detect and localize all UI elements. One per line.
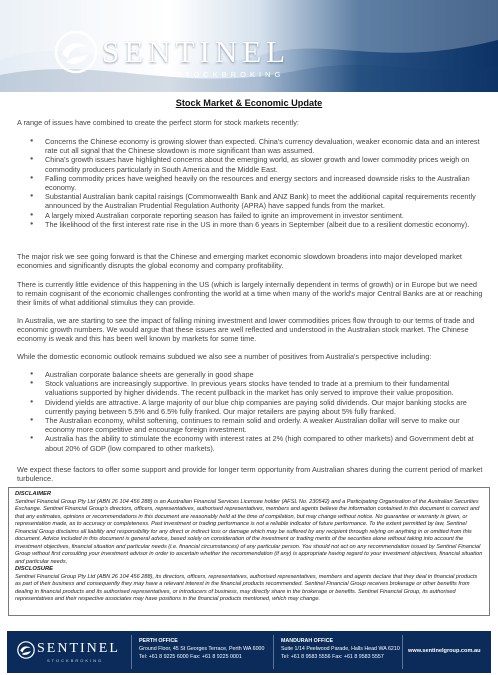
mandurah-office	[281, 637, 400, 661]
divider	[402, 635, 403, 669]
footer-brand-tagline: STOCKBROKING	[47, 658, 104, 663]
list-item: ● Australia has the ability to stimulate the economy with interest rates at 2% (high compared to other markets) and Government debt at about 20% of GDP (low compared to other markets).	[30, 434, 482, 452]
disclosure-text: Sentinel Financial Group Pty Ltd (ABN 26 104 456 288), its directors, officers, representatives, authorised representatives, members and agents declare that they deal in financial products as part of their business and consequently they may have a relevant interest in the financial products recommended. Sentinel Financial Group receives brokerage or other benefits from dealing in financial products and its authorised representatives, or introducers of business, may directly share in the brokerage or benefits. Sentinel Financial Group, its authorised representatives and their respective associates may have positions in the financial products mentioned, which may change.	[15, 573, 478, 602]
list-item: ● The Australian economy, whilst softening, continues to remain solid and orderly. A weaker Australian dollar will serve to make our economy more competitive and encourage foreign investment.	[30, 416, 482, 434]
divider	[273, 635, 274, 669]
mandurah-office-phone: Tel: +61 8 9583 5556 Fax: +61 8 9583 5557	[281, 654, 384, 660]
brand-name: SENTINEL	[102, 34, 291, 69]
paragraph: While the domestic economic outlook remains subdued we also see a number of positives from Australia's perspective including:	[17, 352, 432, 361]
perth-office-heading: PERTH OFFICE	[139, 638, 178, 644]
list-item: ● China's growth issues have highlighted concerns about the emerging world, as slower growth and lower commodity prices weigh on commodity producers particularly in South America and the Middle East.	[30, 155, 482, 173]
list-item: ● A largely mixed Australian corporate reporting season has failed to ignite an improvement in investor sentiment.	[30, 211, 482, 220]
perth-office-address: Ground Floor, 45 St Georges Terrace, Perth WA 6000	[139, 646, 265, 652]
disclosure-heading: DISCLOSURE	[15, 566, 54, 572]
closing-paragraph: We expect these factors to offer some support and provide for longer term opportunity from Australian shares during the current period of market turbulence.	[17, 465, 483, 484]
website-link[interactable]: www.sentinelgroup.com.au	[408, 648, 481, 654]
intro-text: A range of issues have combined to create the perfect storm for stock markets recently:	[17, 118, 299, 127]
perth-office-phone: Tel: +61 8 9225 6000 Fax: +61 8 9225 0001	[139, 654, 242, 660]
list-item: ● Substantial Australian bank capital raisings (Commonwealth Bank and ANZ Bank) to meet the additional capital requirements recently announced by the Australian Prudential Regulation Authority (APRA) have sapped funds from the market.	[30, 192, 482, 210]
paragraph: There is currently little evidence of this happening in the US (which is largely internally dependent in terms of growth) or in Europe but we need to remain cognisant of the economic challenges confronting the world at a time when many of the world's major Central Banks are at or reaching their limits of what additional stimulus they can provide.	[17, 280, 483, 308]
disclaimer-text: Sentinel Financial Group Pty Ltd (ABN 26 104 456 288) is an Australian Financial Services Licensee holder (AFSL No. 230542) and a Participating Organisation of the Australian Securities Exchange. Sentinel Financial Group's directors, officers, representatives, authorised representatives, members and agents believe the information contained in this document is correct and that any estimates, opinions or recommendations in this document are reasonably held at the time of compilation, but may change without notice. No guarantee or warranty is given, or representation made, as to accuracy or completeness. Past investment or trading performance is not a reliable indicator of future performance. To the extent permitted by law, Sentinel Financial Group disclaims all liability and responsibility for any direct or indirect loss or damage which may be suffered by any recipient through relying on anything in or omitted from this document. Advice included in this document is general advice, based solely on consideration of the investment or trading merits of the securities alone without taking into account the investment objectives, financial situation and particular needs (i.e. financial circumstances) of any particular person. You should not act on any recommendation issued by Sentinel Financial Group without first consulting your investment advisor in order to ascertain whether the recommendation (if any) is appropriate having regard to your investment objectives, financial situation and particular needs.	[15, 498, 483, 565]
divider	[131, 635, 132, 669]
sentinel-logo-icon	[54, 30, 98, 74]
disclaimer-heading: DISCLAIMER	[15, 491, 52, 497]
mandurah-office-address: Suite 1/14 Peelwood Parade, Halls Head WA 6210	[281, 646, 400, 652]
list-item: ● Falling commodity prices have weighed heavily on the resources and energy sectors and increased downside risks to the Australian economy.	[30, 174, 482, 192]
mandurah-office-heading: MANDURAH OFFICE	[281, 638, 334, 644]
header-banner	[0, 0, 498, 92]
brand-tagline: STOCKBROKING	[176, 70, 285, 79]
footer	[7, 631, 491, 673]
list-item: ● Dividend yields are attractive. A large majority of our blue chip companies are paying solid dividends. Our major banking stocks are currently paying between 5.5% and 6.5% fully franked. Our major retailers are paying about 5% fully franked.	[30, 398, 482, 416]
sentinel-logo-icon	[17, 641, 35, 659]
disclaimer-box	[8, 487, 490, 616]
perth-office	[139, 637, 264, 661]
list-item: ● Stock valuations are increasingly supportive. In previous years stocks have tended to trade at a premium to their fundamental valuations supported by higher dividends. The recent pullback in the market has only served to improve their value proposition.	[30, 379, 482, 397]
footer-brand-name: SENTINEL	[37, 641, 120, 656]
list-item: ● The likelihood of the first interest rate rise in the US in more than 6 years in September (albeit due to a resilient domestic economy).	[30, 220, 482, 229]
paragraph: The major risk we see going forward is that the Chinese and emerging market economic slowdown broadens into major developed market economies and significantly disrupts the global economy and company profitability.	[17, 252, 462, 271]
list-item: ● Australian corporate balance sheets are generally in good shape	[30, 370, 482, 379]
list-item: ● Concerns the Chinese economy is growing slower than expected. China's currency devaluation, weaker economic data and an interest rate cut all signal that the Chinese slowdown is more significant than was assumed.	[30, 137, 482, 155]
issues-list	[30, 137, 482, 229]
page-title: Stock Market & Economic Update	[175, 98, 323, 108]
positives-list	[30, 370, 482, 453]
paragraph: In Australia, we are starting to see the impact of falling mining investment and lower commodities prices flow through to our terms of trade and economic growth numbers. We would argue that these issues are well reflected and understood in the Australian stock market. The Chinese economy is weak and this has been well known by markets for some time.	[17, 316, 475, 344]
